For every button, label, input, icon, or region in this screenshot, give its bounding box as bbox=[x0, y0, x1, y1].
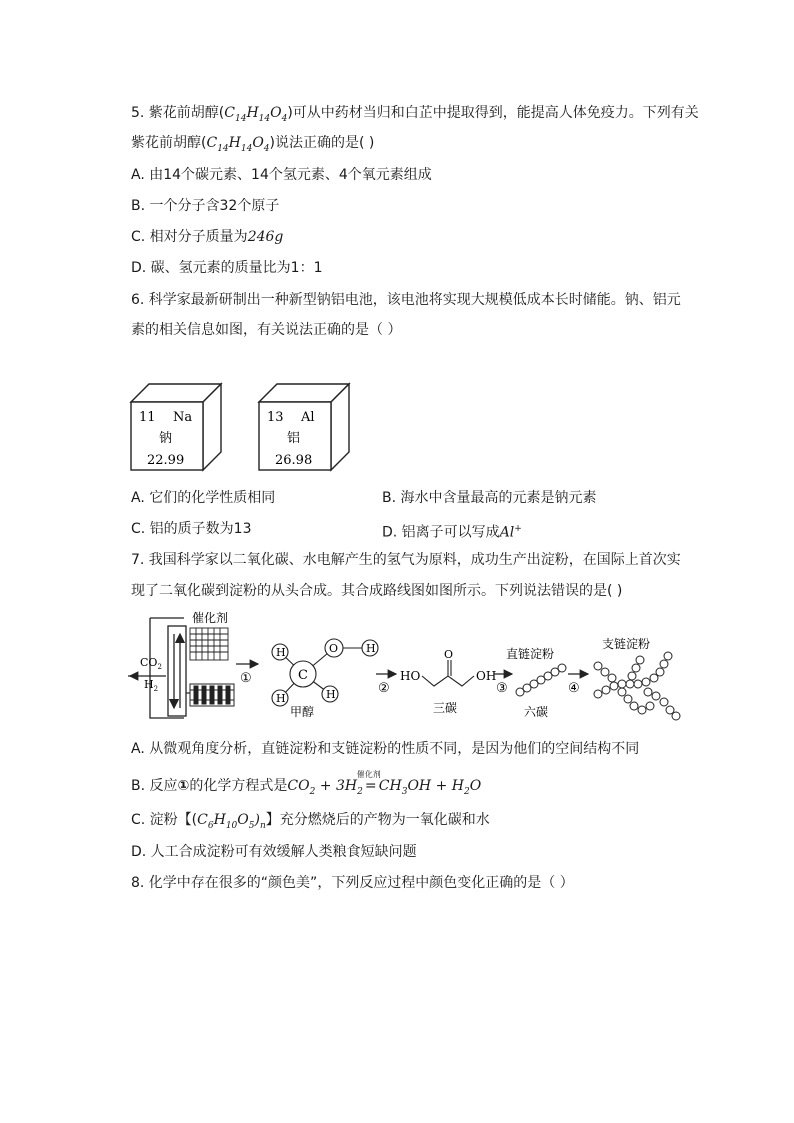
na-atomic-number: 11 bbox=[139, 410, 156, 425]
synthesis-route-diagram bbox=[128, 606, 688, 724]
q5-option-a: A. 由14个碳元素、14个氢元素、4个氧元素组成 bbox=[131, 167, 432, 183]
q5-stem-line2: 紫花前胡醇$(C_{14}H_{14}O_4)$说法正确的是( ) bbox=[131, 135, 375, 154]
reactor-icon bbox=[190, 684, 234, 706]
q6-stem-line2: 素的相关信息如图，有关说法正确的是（ ） bbox=[131, 322, 402, 338]
step2-label: ② bbox=[378, 681, 390, 696]
step4-label: ④ bbox=[568, 681, 580, 696]
six-carbon-label: 六碳 bbox=[524, 705, 549, 719]
atom-o: O bbox=[329, 642, 339, 655]
catalyst-label: 催化剂 bbox=[192, 611, 229, 625]
three-carbon-label: 三碳 bbox=[433, 701, 458, 715]
q5-stem-prefix: 5. 紫花前胡醇( bbox=[131, 105, 225, 121]
sodium-card bbox=[131, 384, 221, 470]
al-symbol: Al bbox=[301, 410, 315, 425]
q5-formula: $C_{14}H_{14}O_4$ bbox=[224, 105, 288, 124]
three-carbon-skeleton bbox=[422, 660, 474, 686]
q5-stem-line1 bbox=[131, 103, 699, 129]
q8-stem: 8. 化学中存在很多的“颜色美”，下列反应过程中颜色变化正确的是（ ） bbox=[131, 875, 574, 891]
atom-h-4: H bbox=[326, 688, 336, 701]
na-mass: 22.99 bbox=[147, 453, 185, 468]
q5-option-c: C. 相对分子质量为246g bbox=[131, 229, 284, 245]
q6-option-d: D. 铝离子可以写成Al+ bbox=[382, 524, 522, 541]
q7-option-c: C. 淀粉【$(C_6H_{10}O_5)_n$】充分燃烧后的产物为一氧化碳和水 bbox=[131, 812, 490, 831]
branched-starch-label: 支链淀粉 bbox=[602, 637, 651, 651]
q5-option-b: B. 一个分子含32个原子 bbox=[131, 198, 280, 214]
na-name: 钠 bbox=[159, 431, 173, 446]
element-cards-figure bbox=[125, 378, 355, 473]
atom-h-2: H bbox=[276, 692, 286, 705]
atom-c: C bbox=[298, 668, 308, 683]
equation-catalyst-label: 催化剂 bbox=[356, 770, 381, 779]
step3-label: ③ bbox=[496, 681, 508, 696]
q6-stem-line1: 6. 科学家最新研制出一种新型钠铝电池，该电池将实现大规模低成本长时储能。钠、铝元 bbox=[131, 292, 681, 308]
q7-option-a: A. 从微观角度分析，直链淀粉和支链淀粉的性质不同，是因为他们的空间结构不同 bbox=[131, 741, 640, 757]
straight-starch-label: 直链淀粉 bbox=[506, 647, 555, 661]
al-name: 铝 bbox=[287, 431, 301, 446]
catalyst-grid-icon bbox=[190, 628, 228, 660]
q5-option-d: D. 碳、氢元素的质量比为1：1 bbox=[131, 260, 323, 276]
q7-option-b: B. 反应①的化学方程式是$CO_2 + 3H_2$ 催化剂 = $CH_3OH + H_2O$ bbox=[131, 776, 481, 802]
co2-label: $CO_2$ bbox=[140, 656, 162, 671]
q6-option-a: A. 它们的化学性质相同 bbox=[131, 490, 276, 506]
aluminum-card bbox=[259, 384, 349, 470]
al-mass: 26.98 bbox=[275, 453, 313, 468]
straight-chain-beads bbox=[516, 664, 566, 696]
methanol-label: 甲醇 bbox=[290, 705, 315, 719]
h2-label: $H_2$ bbox=[144, 678, 159, 693]
step1-label: ① bbox=[240, 671, 252, 686]
atom-h-3: H bbox=[366, 642, 376, 655]
q5-formula-2: $C_{14}H_{14}O_4$ bbox=[206, 135, 270, 154]
al-atomic-number: 13 bbox=[267, 410, 284, 425]
q6-option-c: C. 铝的质子数为13 bbox=[131, 521, 252, 537]
q6-option-b: B. 海水中含量最高的元素是钠元素 bbox=[382, 490, 597, 506]
atom-h-1: H bbox=[276, 646, 286, 659]
na-symbol: Na bbox=[173, 410, 193, 425]
ho-label: HO bbox=[400, 669, 421, 683]
branched-chain-beads bbox=[594, 652, 680, 720]
methanol-molecule bbox=[272, 639, 378, 706]
q5-stem-suffix: )可从中药材当归和白芷中提取得到，能提高人体免疫力。下列有关 bbox=[287, 105, 699, 121]
q7-stem-line2: 现了二氧化碳到淀粉的从头合成。其合成路线图如图所示。下列说法错误的是( ) bbox=[131, 583, 623, 599]
q7-stem-line1: 7. 我国科学家以二氧化碳、水电解产生的氢气为原料，成功生产出淀粉，在国际上首次实 bbox=[131, 552, 681, 568]
carbonyl-o-label: O bbox=[444, 648, 454, 661]
oh-label: OH bbox=[476, 669, 497, 683]
q7-option-d: D. 人工合成淀粉可有效缓解人类粮食短缺问题 bbox=[131, 844, 417, 860]
